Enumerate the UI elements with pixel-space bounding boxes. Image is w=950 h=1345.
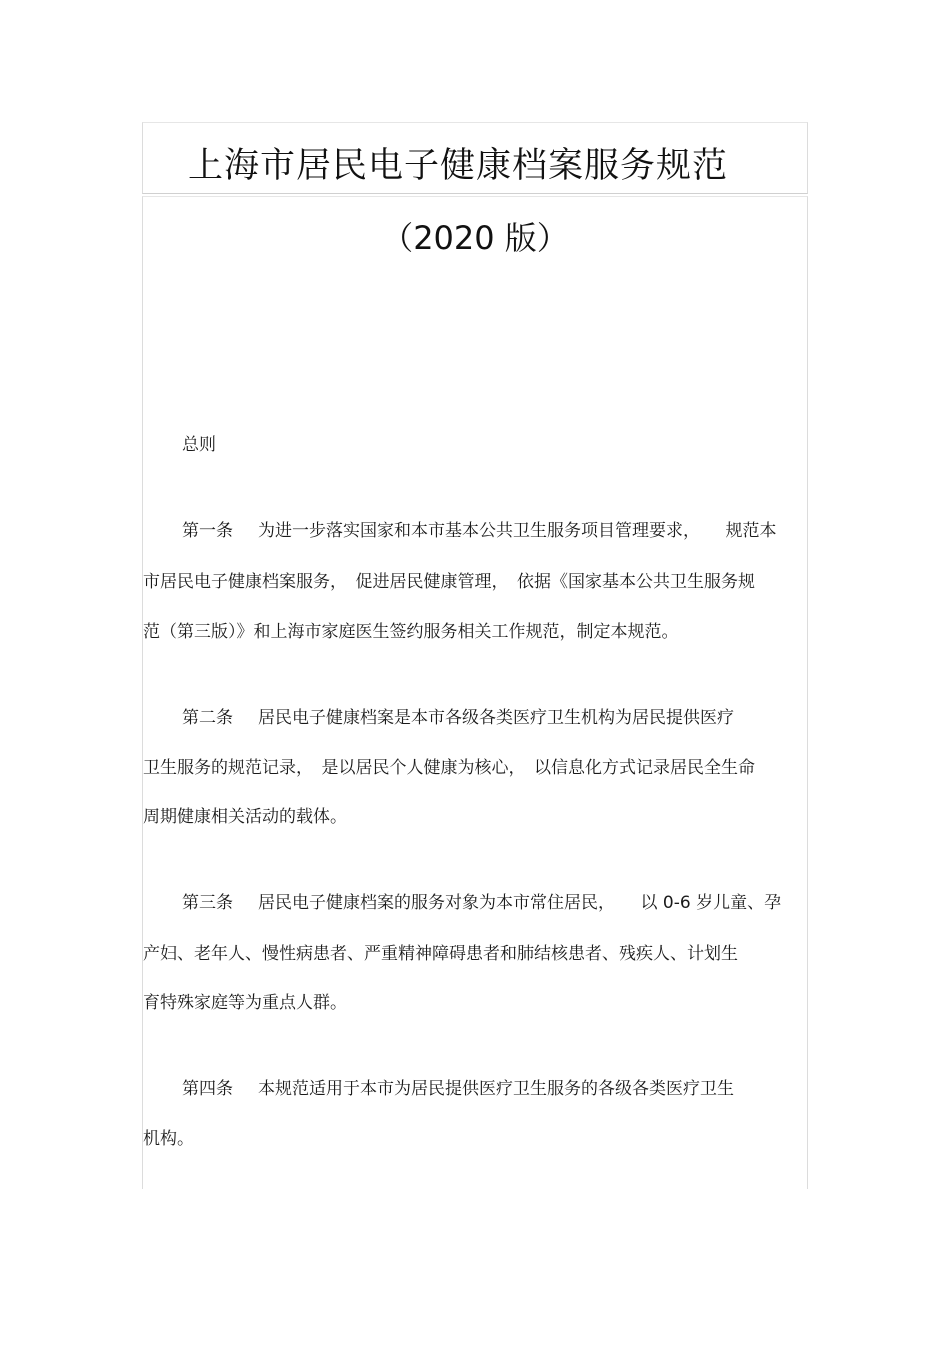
- article-1-line-3: 范（第三版）》和上海市家庭医生签约服务相关工作规范，制定本规范。: [143, 622, 679, 642]
- article-3-label: 第三条: [182, 893, 233, 913]
- article-4-label: 第四条: [182, 1079, 233, 1099]
- article-2-line-3: 周期健康相关活动的载体。: [143, 807, 347, 827]
- document-title: 上海市居民电子健康档案服务规范: [188, 146, 729, 186]
- document-edition: （2020 版）: [381, 219, 569, 257]
- article-2-label: 第二条: [182, 708, 233, 728]
- article-1-line-2: 市居民电子健康档案服务， 促进居民健康管理， 依据《国家基本公共卫生服务规: [143, 572, 755, 592]
- article-2-line-1: 居民电子健康档案是本市各级各类医疗卫生机构为居民提供医疗: [258, 708, 734, 728]
- article-4-line-2: 机构。: [143, 1129, 194, 1149]
- section-heading: 总则: [182, 435, 216, 455]
- article-1-line-1: 为进一步落实国家和本市基本公共卫生服务项目管理要求， 规范本: [258, 521, 777, 541]
- article-3-line-1: 居民电子健康档案的服务对象为本市常住居民， 以 0-6 岁儿童、孕: [258, 893, 782, 913]
- article-2-line-2: 卫生服务的规范记录， 是以居民个人健康为核心， 以信息化方式记录居民全生命: [143, 758, 755, 778]
- article-3-line-3: 育特殊家庭等为重点人群。: [143, 993, 347, 1013]
- article-4-line-1: 本规范适用于本市为居民提供医疗卫生服务的各级各类医疗卫生: [258, 1079, 734, 1099]
- body-frame: [142, 196, 808, 1189]
- article-1-label: 第一条: [182, 521, 233, 541]
- article-3-line-2: 产妇、老年人、慢性病患者、严重精神障碍患者和肺结核患者、残疾人、计划生: [143, 944, 738, 964]
